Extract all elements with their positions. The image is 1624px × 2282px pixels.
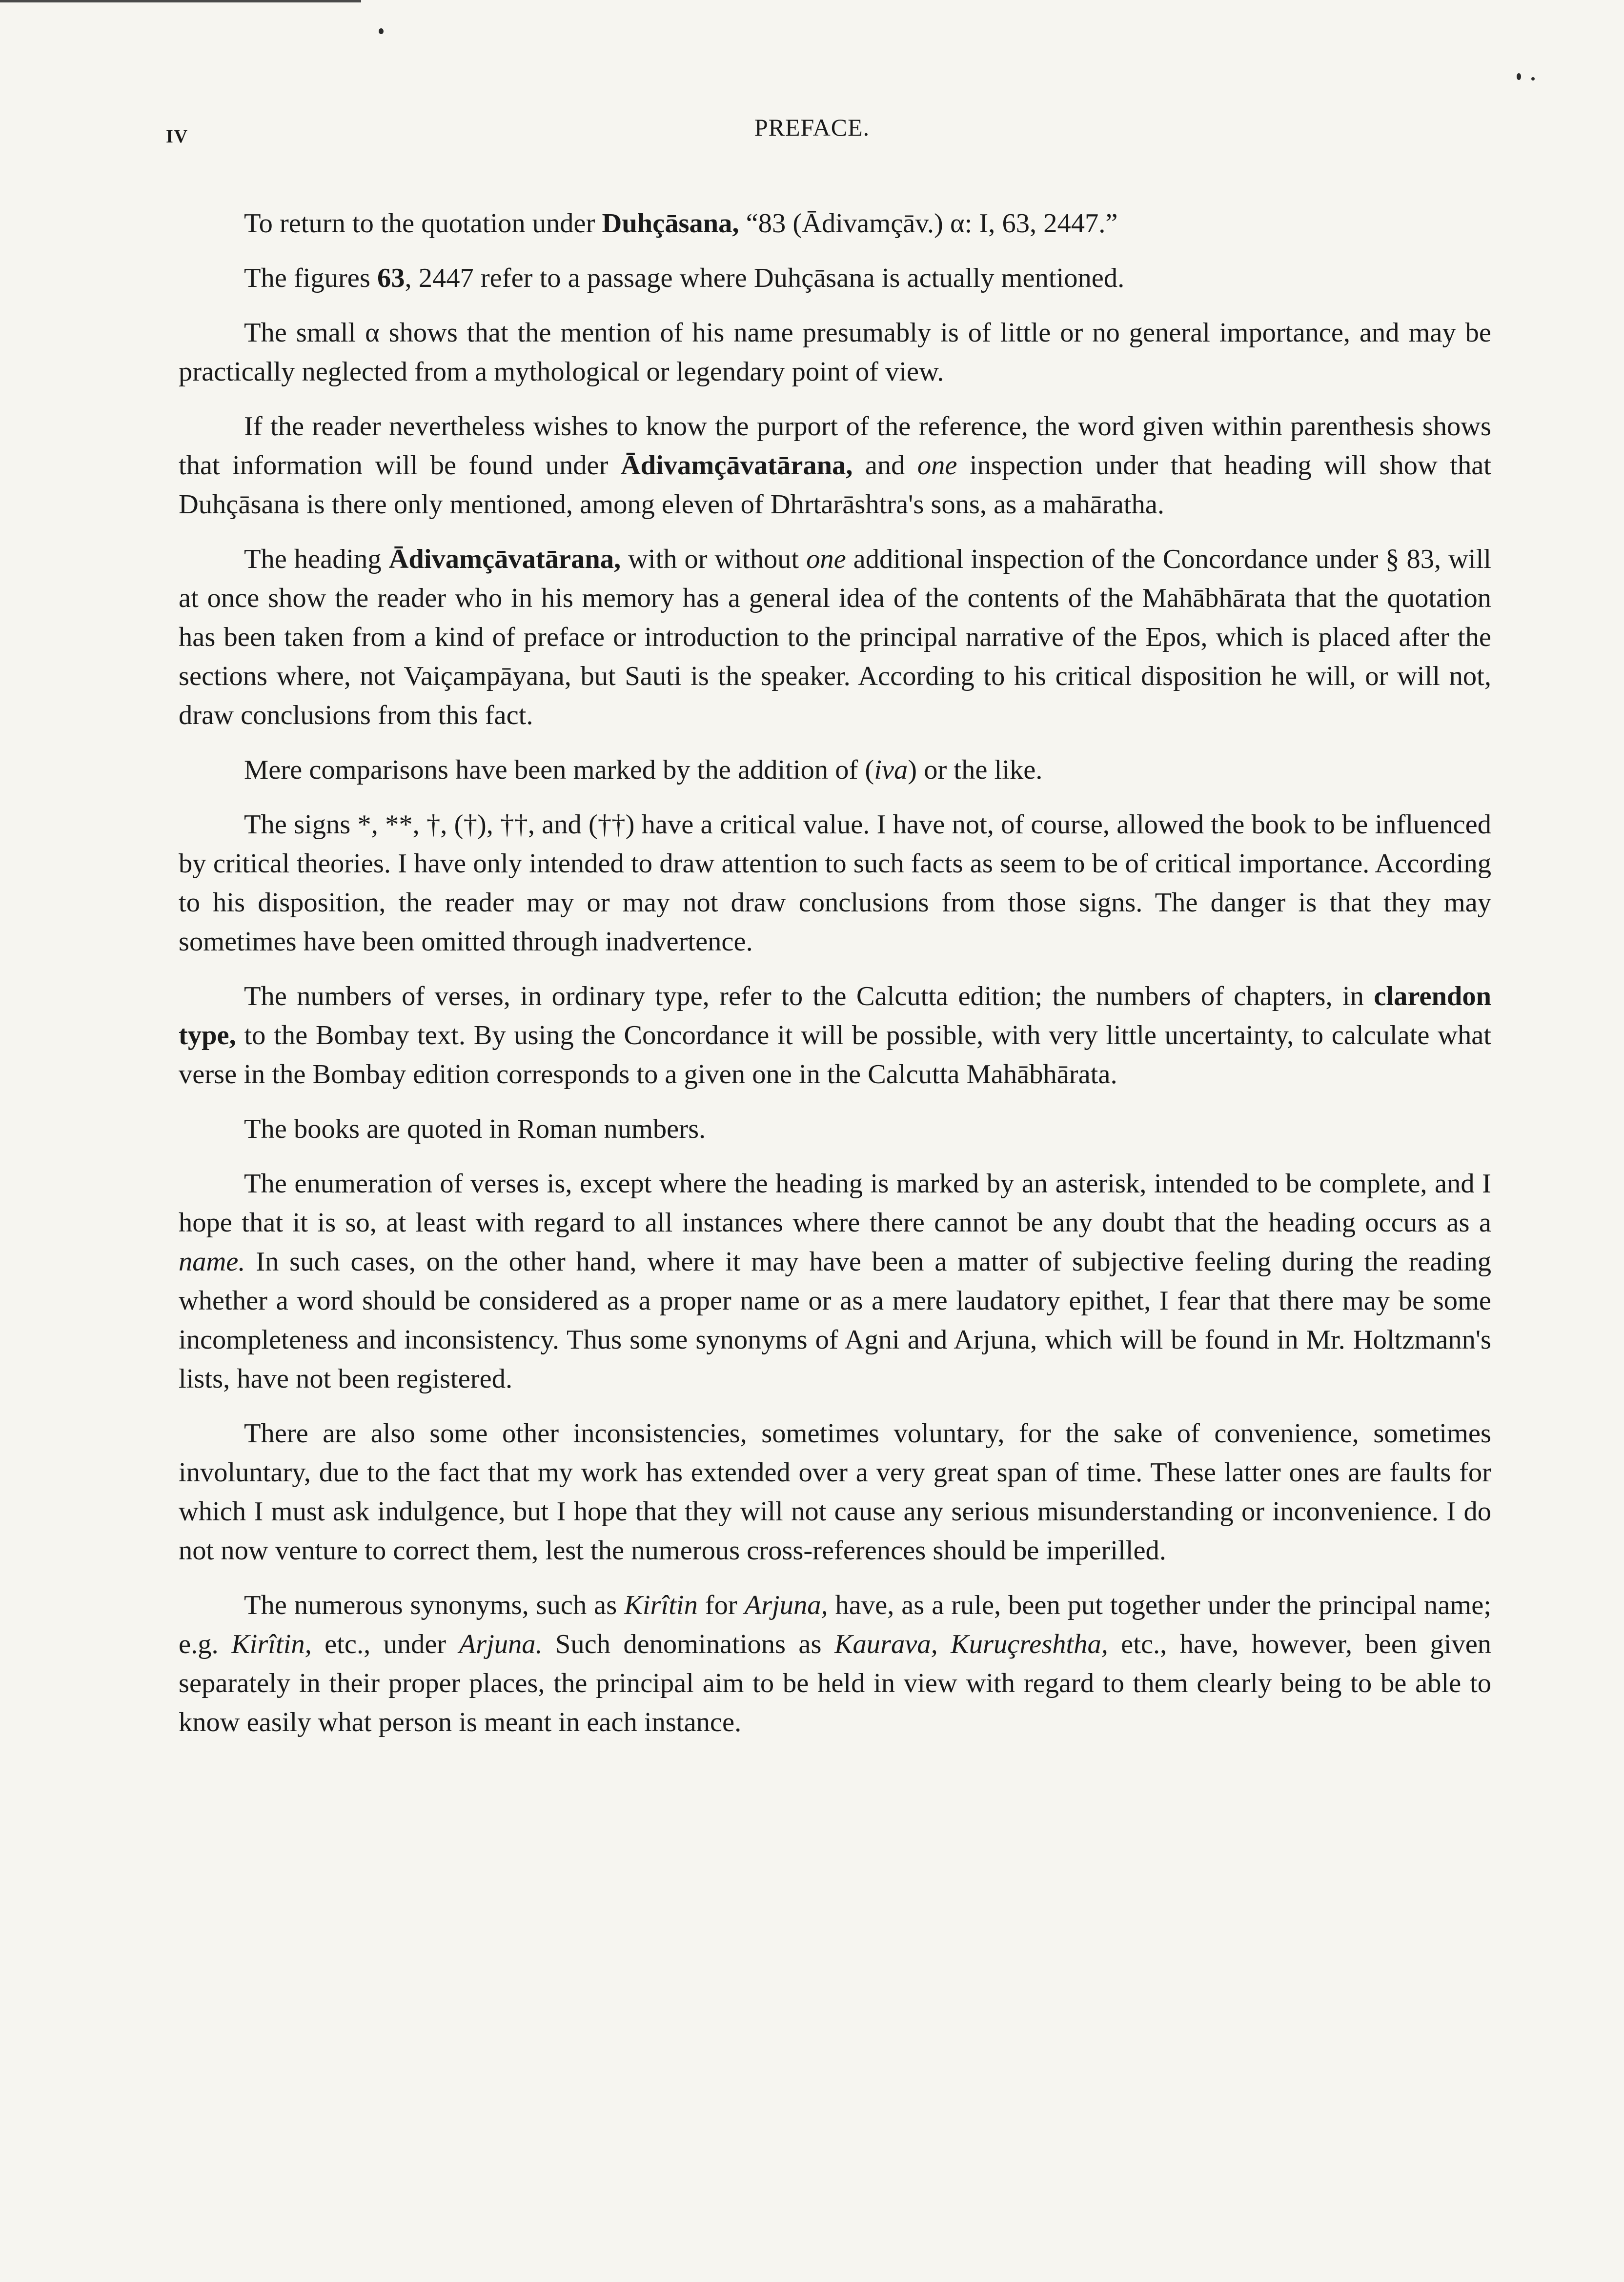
ink-speck: [1517, 73, 1521, 80]
text-run: have, as a rule, been put together under the principal name; e.g.: [179, 1590, 1499, 1659]
preface-paragraph: [179, 750, 1491, 789]
preface-paragraph: [179, 1110, 1491, 1149]
preface-body: [179, 204, 1499, 1742]
text-run: with or without: [621, 544, 807, 574]
text-run: Mere comparisons have been marked by the addition of (: [244, 755, 874, 785]
text-run: The figures: [244, 263, 377, 293]
italic-term: name.: [179, 1247, 245, 1277]
text-run: etc., under: [311, 1629, 459, 1659]
italic-term: one: [806, 544, 846, 574]
preface-paragraph: [179, 313, 1499, 391]
scan-edge-rule: [0, 0, 361, 2]
preface-paragraph: [179, 1164, 1499, 1398]
preface-paragraph: [179, 1586, 1499, 1742]
text-run: The numbers of verses, in ordinary type, refer to the Calcutta edition; the numbers of chapters, in: [244, 981, 1374, 1011]
text-run: The enumeration of verses is, except where the heading is marked by an asterisk, intended to be complete, and I hope that it is so, at least with regard to all instances where there cannot be any doubt that the heading occurs as a: [179, 1169, 1499, 1238]
text-run: ) or the like.: [908, 755, 1043, 785]
preface-paragraph: [179, 407, 1499, 524]
preface-paragraph: [179, 1414, 1499, 1570]
preface-paragraph: [179, 259, 1491, 298]
italic-term: one: [917, 450, 957, 481]
preface-paragraph: [179, 977, 1499, 1094]
bold-term: Ādivamçāvatārana,: [620, 450, 853, 481]
text-run: The numerous synonyms, such as: [244, 1590, 625, 1620]
text-run: to the Bombay text. By using the Concordance it will be possible, with very little uncertainty, to calculate what verse in the Bombay edition corresponds to a given one in the Calcutta Mahābhārata.: [179, 1020, 1499, 1090]
italic-term: Arjuna,: [744, 1590, 828, 1620]
text-run: In such cases, on the other hand, where it may have been a matter of subjective feeling during the reading whether a word should be considered as a proper name or as a mere laudatory epithet, I fear that there may be some incompleteness and inconsistency. Thus some synonyms of Agni and Arjuna, which will be found in Mr. Holtzmann's lists, have not been registered.: [179, 1247, 1499, 1394]
italic-term: Kirîtin: [624, 1590, 698, 1620]
ink-speck: [379, 28, 384, 34]
bold-term: Ādivamçāvatārana,: [388, 544, 621, 574]
text-run: Such denominations as: [542, 1629, 834, 1659]
page-number: IV: [166, 126, 189, 147]
preface-paragraph: [179, 805, 1499, 961]
text-run: The small α shows that the mention of his name presumably is of little or no general importance, and may be practically neglected from a mythological or legendary point of view.: [179, 318, 1499, 387]
text-run: If the reader nevertheless wishes to know the purport of the reference, the word given within parenthesis shows that information will be found under: [179, 411, 1499, 481]
preface-paragraph: [179, 540, 1499, 735]
italic-term: Kaurava, Kuruçreshtha,: [834, 1629, 1108, 1659]
text-run: for: [697, 1590, 745, 1620]
text-run: There are also some other inconsistencies, sometimes voluntary, for the sake of convenience, sometimes involuntary, due to the fact that my work has extended over a very great span of time. These latter ones are faults for which I must ask indulgence, but I hope that they will not cause any serious misunderstanding or inconvenience. I do not now venture to correct them, lest the numerous cross-references should be imperilled.: [179, 1418, 1499, 1566]
running-head: PREFACE.: [754, 114, 870, 141]
text-run: The books are quoted in Roman numbers.: [244, 1114, 706, 1144]
text-run: etc., have, however, been given separately in their proper places, the principal aim to be held in view with regard to them clearly being to be able to know easily what person is meant in each instance.: [179, 1629, 1499, 1737]
text-run: “83 (Ādivamçāv.) α: I, 63, 2447.”: [739, 208, 1118, 239]
preface-paragraph: [179, 204, 1491, 243]
ink-speck: [1531, 77, 1535, 81]
bold-term: 63: [377, 263, 405, 293]
text-run: and: [853, 450, 917, 481]
text-run: To return to the quotation under: [244, 208, 602, 239]
italic-term: Kirîtin,: [231, 1629, 312, 1659]
text-run: , 2447 refer to a passage where Duhçāsana is actually mentioned.: [405, 263, 1125, 293]
text-run: The signs *, **, †, (†), ††, and (††) have a critical value. I have not, of course, allowed the book to be influenced by critical theories. I have only intended to draw attention to such facts as seem to be of critical importance. According to his disposition, the reader may or may not draw conclusions from those signs. The danger is that they may sometimes have been omitted through inadvertence.: [179, 809, 1499, 957]
text-run: additional inspection of the Concordance under § 83, will at once show the reader who in his memory has a general idea of the contents of the Mahābhārata that the quotation has been taken from a kind of preface or introduction to the principal narrative of the Epos, which is placed after the sections where, not Vaiçampāyana, but Sauti is the speaker. According to his critical disposition he will, or will not, draw conclusions from this fact.: [179, 544, 1499, 730]
text-run: The heading: [244, 544, 389, 574]
italic-term: iva: [874, 755, 908, 785]
italic-term: Arjuna.: [459, 1629, 543, 1659]
bold-term: clarendon type,: [179, 981, 1499, 1050]
bold-term: Duhçāsana,: [602, 208, 739, 239]
text-run: inspection under that heading will show that Duhçāsana is there only mentioned, among eleven of Dhrtarāshtra's sons, as a mahāratha.: [179, 450, 1499, 520]
